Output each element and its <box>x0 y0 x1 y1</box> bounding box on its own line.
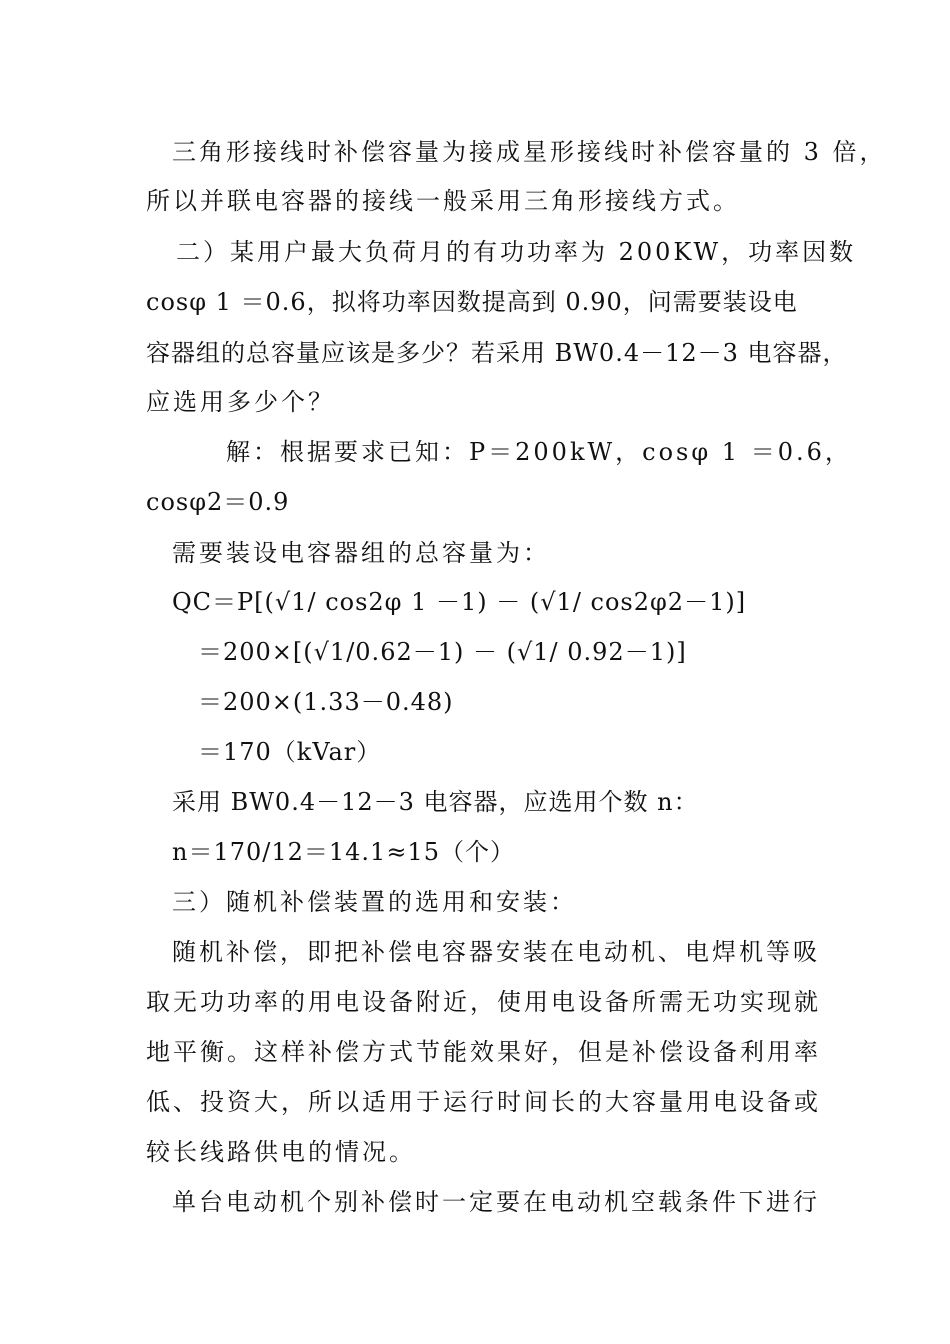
formula-line: ＝200×[(√1/0.62－1) － (√1/ 0.92－1)] <box>198 638 687 666</box>
text-line: 需要装设电容器组的总容量为： <box>172 539 550 567</box>
section-heading: 三）随机补偿装置的选用和安装： <box>172 888 577 916</box>
text-line: 二）某用户最大负荷月的有功功率为 200KW，功率因数 <box>176 238 857 266</box>
text-line: 较长线路供电的情况。 <box>146 1138 416 1166</box>
text-line: 低、投资大，所以适用于运行时间长的大容量用电设备或 <box>146 1088 821 1116</box>
text-line: 单台电动机个别补偿时一定要在电动机空载条件下进行 <box>172 1188 820 1216</box>
text-line: 采用 BW0.4－12－3 电容器，应选用个数 n： <box>172 788 699 816</box>
text-line: 容器组的总容量应该是多少？若采用 BW0.4－12－3 电容器， <box>146 339 848 367</box>
formula-line: ＝200×(1.33－0.48) <box>198 688 454 716</box>
text-line: 取无功功率的用电设备附近，使用电设备所需无功实现就 <box>146 988 821 1016</box>
text-line: cosφ2＝0.9 <box>146 488 290 516</box>
text-line: 三角形接线时补偿容量为接成星形接线时补偿容量的 3 倍， <box>172 138 887 166</box>
text-line: 解：根据要求已知：P＝200kW，cosφ 1 ＝0.6， <box>226 438 852 466</box>
text-line: 所以并联电容器的接线一般采用三角形接线方式。 <box>146 187 740 215</box>
formula-line: n＝170/12＝14.1≈15（个） <box>172 838 515 866</box>
text-line: 地平衡。这样补偿方式节能效果好，但是补偿设备利用率 <box>146 1038 821 1066</box>
text-line: 应选用多少个？ <box>146 388 335 416</box>
text-line: 随机补偿，即把补偿电容器安装在电动机、电焊机等吸 <box>172 938 820 966</box>
formula-line: QC＝P[(√1/ cos2φ 1 －1) － (√1/ cos2φ2－1)] <box>172 588 747 616</box>
text-line: cosφ 1 ＝0.6，拟将功率因数提高到 0.90，问需要装设电 <box>146 288 798 316</box>
formula-line: ＝170（kVar） <box>198 738 382 766</box>
